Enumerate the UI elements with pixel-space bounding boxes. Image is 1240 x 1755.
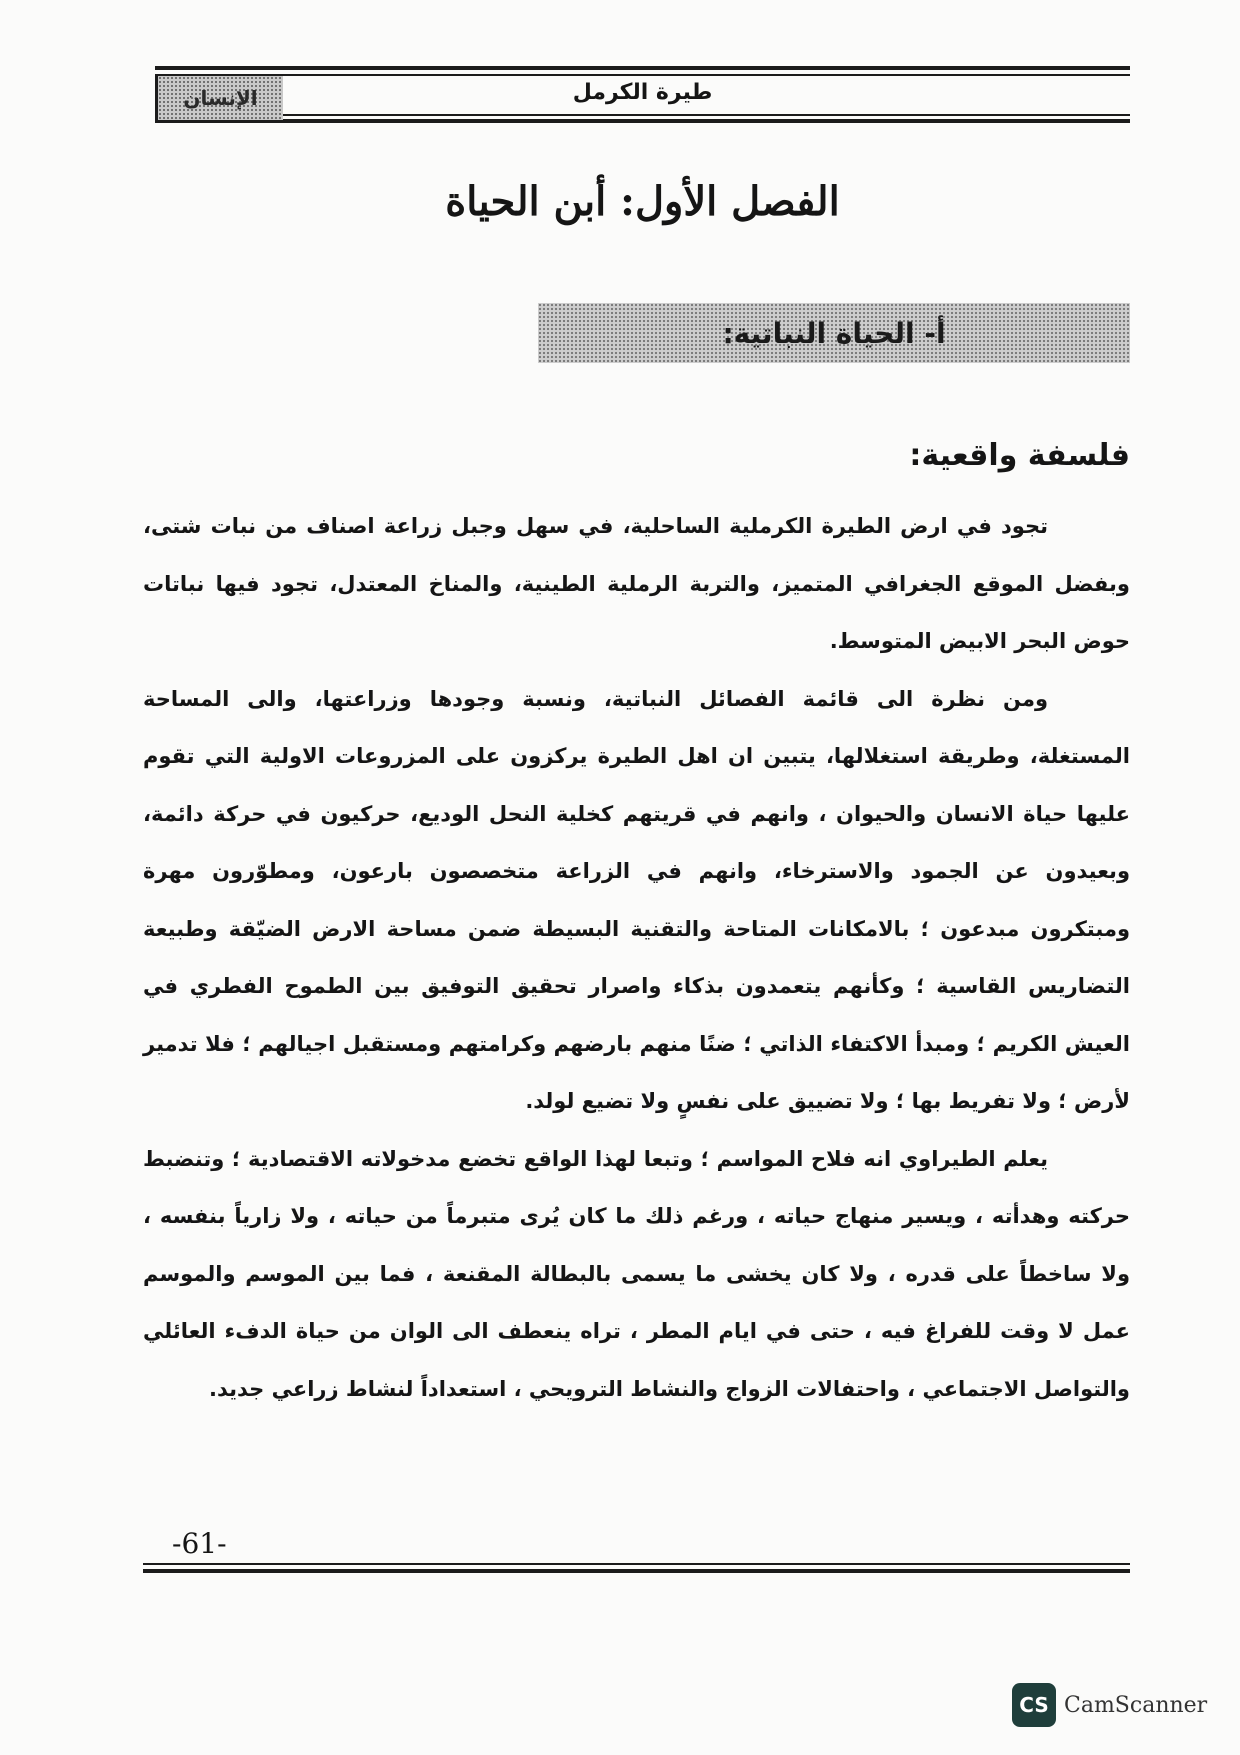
running-header [155, 62, 1130, 132]
header-rule-top [155, 66, 1130, 80]
camscanner-watermark [1012, 1683, 1207, 1727]
camscanner-logo-icon [1012, 1683, 1056, 1727]
page-number: -61- [172, 1527, 227, 1560]
chapter-title: الفصل الأول: أبن الحياة [445, 178, 840, 225]
subheading: فلسفة واقعية: [909, 438, 1130, 473]
section-heading-text: أ- الحياة النباتية: [722, 316, 946, 350]
paragraph-2: ومن نظرة الى قائمة الفصائل النباتية، ونسبة وجودها وزراعتها، والى المساحة المستغلة، وطريقة استغلالها، يتبين ان اهل الطيرة يركزون على المزروعات الاولية التي تقوم عليها حياة الانسان والحيوان ، وانهم في قريتهم كخلية النحل الوديع، حركيون في حركة دائمة، وبعيدون عن الجمود والاسترخاء، وانهم في الزراعة متخصصون بارعون، ومطوّرون مهرة ومبتكرون مبدعون ؛ بالامكانات المتاحة والتقنية البسيطة ضمن مساحة الارض الضيّقة وطبيعة التضاريس القاسية ؛ وكأنهم يتعمدون بذكاء واصرار تحقيق التوفيق بين الطموح الفطري في العيش الكريم ؛ ومبدأ الاكتفاء الذاتي ؛ ضنًا منهم بارضهم وكرامتهم ومستقبل اجيالهم ؛ فلا تدمير لأرض ؛ ولا تفريط بها ؛ ولا تضييق على نفسٍ ولا تضيع لولد. [143, 686, 1130, 1113]
footer-rule [143, 1563, 1130, 1577]
camscanner-brand: CamScanner [1064, 1692, 1208, 1718]
camscanner-logo-text: CS [1019, 1693, 1049, 1717]
paragraph-1: تجود في ارض الطيرة الكرملية الساحلية، في سهل وجبل زراعة اصناف من نبات شتى، وبفضل الموقع الجغرافي المتميز، والتربة الرملية الطينية، والمناخ المعتدل، تجود فيها نباتات حوض البحر الابيض المتوسط. [143, 514, 1130, 653]
body-text [143, 498, 1130, 1418]
paragraph-3: يعلم الطيراوي انه فلاح المواسم ؛ وتبعا لهذا الواقع تخضع مدخولاته الاقتصادية ؛ وتنضبط حركته وهدأته ، ويسير منهاج حياته ، ورغم ذلك ما كان يُرى متبرماً من حياته ، ولا زارياً بنفسه ، ولا ساخطاً على قدره ، ولا كان يخشى ما يسمى بالبطالة المقنعة ، فما بين الموسم والموسم عمل لا وقت للفراغ فيه ، حتى في ايام المطر ، تراه ينعطف الى الوان من حياة الدفء العائلي والتواصل الاجتماعي ، واحتفالات الزواج والنشاط الترويحي ، استعداداً لنشاط زراعي جديد. [143, 1146, 1130, 1401]
section-heading [538, 303, 1130, 363]
header-rule-bottom [155, 114, 1130, 128]
book-label: الإنسان [155, 76, 283, 120]
header-title: طيرة الكرمل [557, 80, 729, 105]
